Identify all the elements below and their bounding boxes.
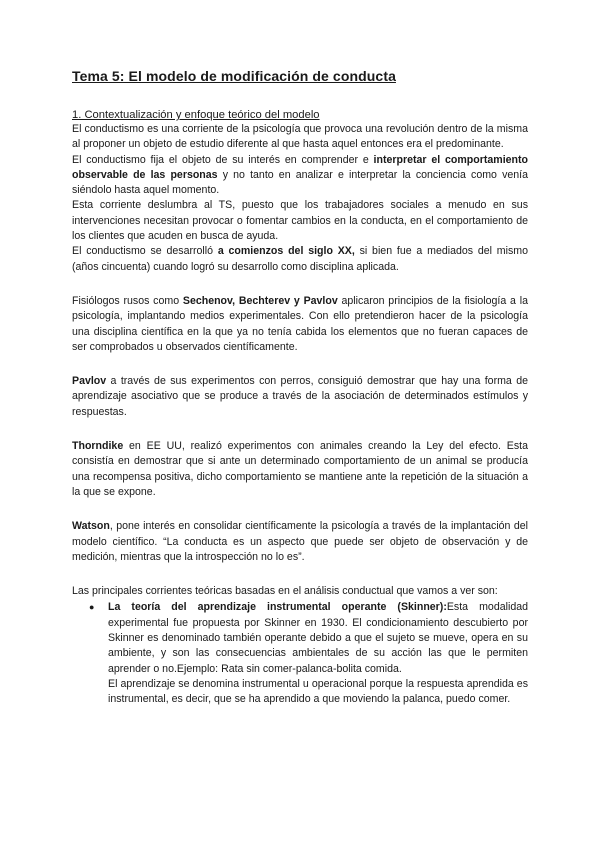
paragraph-russian-physiologists (72, 294, 528, 355)
list-item-continuation: El aprendizaje se denomina instrumental u operacional porque la respuesta aprendida es instrumental, es decir, que se ha aprendido a que moviendo la palanca, puedo comer. (108, 677, 528, 706)
paragraph-development (72, 244, 528, 275)
text-run: si bien fue a mediados del mismo (años cincuenta) cuando logró su desarrollo como disciplina aplicada. (72, 245, 528, 273)
text-run: Esta modalidad experimental fue propuesta por Skinner en 1930. El condicionamiento descubierto por Skinner es denominado también operante debido a que el sujeto se mueve, opera en su ambiente, y son las consecuencias ambientales de su acción las que le permiten aprender o no.Ejemplo: Rata sin comer-palanca-bolita comida. (108, 601, 528, 675)
text-run: aplicaron principios de la fisiología a la psicología, implantando medios experimentales. Con ello pretendieron hacer de la psicología una disciplina científica en la que ya no tenía cabida los elementos que no fueran capaces de ser comprobados u observados científicamente. (72, 294, 528, 353)
paragraph-currents-intro: Las principales corrientes teóricas basadas en el análisis conductual que vamos a ver son: (72, 585, 498, 598)
bold-run: La teoría del aprendizaje instrumental operante (Skinner): (108, 601, 447, 614)
text-run: a través de sus experimentos con perros, consiguió demostrar que hay una forma de aprendizaje asociativo que se produce a través de la asociación de determinados estímulos y respuestas. (72, 375, 528, 418)
paragraph-thorndike (72, 439, 528, 500)
paragraph-object (72, 153, 528, 199)
paragraph-pavlov (72, 374, 528, 420)
document-body (72, 122, 528, 708)
paragraph-watson (72, 519, 528, 565)
text-run: , pone interés en consolidar científicamente la psicología a través de la implantación del modelo científico. “La conducta es un aspecto que puede ser objeto de observación y de medición, mientras que la introspección no lo es”. (72, 520, 528, 563)
page-title: Tema 5: El modelo de modificación de conducta (72, 68, 396, 84)
paragraph-intro: El conductismo es una corriente de la psicología que provoca una revolución dentro de la misma al proponer un objeto de estudio diferente al que hasta aquel entonces era el predominante. (72, 123, 528, 151)
bold-run: Sechenov, Bechterev y Pavlov (182, 294, 338, 307)
section-heading: 1. Contextualización y enfoque teórico del modelo (72, 109, 320, 121)
bold-run: Watson (72, 520, 110, 533)
bold-run: Thorndike (72, 440, 124, 453)
text-run: El conductismo se desarrolló (72, 245, 218, 258)
bullet-icon: ● (89, 602, 95, 613)
bold-run: a comienzos del siglo XX, (217, 245, 355, 258)
paragraph-social-work: Esta corriente deslumbra al TS, puesto que los trabajadores sociales a menudo en sus intervenciones necesitan provocar o fomentar cambios en la conducta, en el comportamiento de los clientes que acuden en busca de ayuda. (72, 199, 528, 243)
list-item (89, 600, 528, 707)
text-run: Fisiólogos rusos como (72, 294, 183, 307)
text-run: y no tanto en analizar e interpretar la conciencia como venía siéndolo hasta aquel momento. (72, 168, 528, 197)
currents-list (72, 600, 528, 707)
text-run: en EE UU, realizó experimentos con animales creando la Ley del efecto. Esta consistía en demostrar que si ante un determinado comportamiento de un animal se producía una recompensa positiva, dicho comportamiento se mantiene ante la repetición de la situación a la que se expone. (72, 440, 528, 498)
bold-run: interpretar el comportamiento observable de las personas (72, 153, 528, 181)
bold-run: Pavlov (72, 375, 107, 388)
text-run: El conductismo fija el objeto de su interés en comprender e (72, 153, 374, 166)
